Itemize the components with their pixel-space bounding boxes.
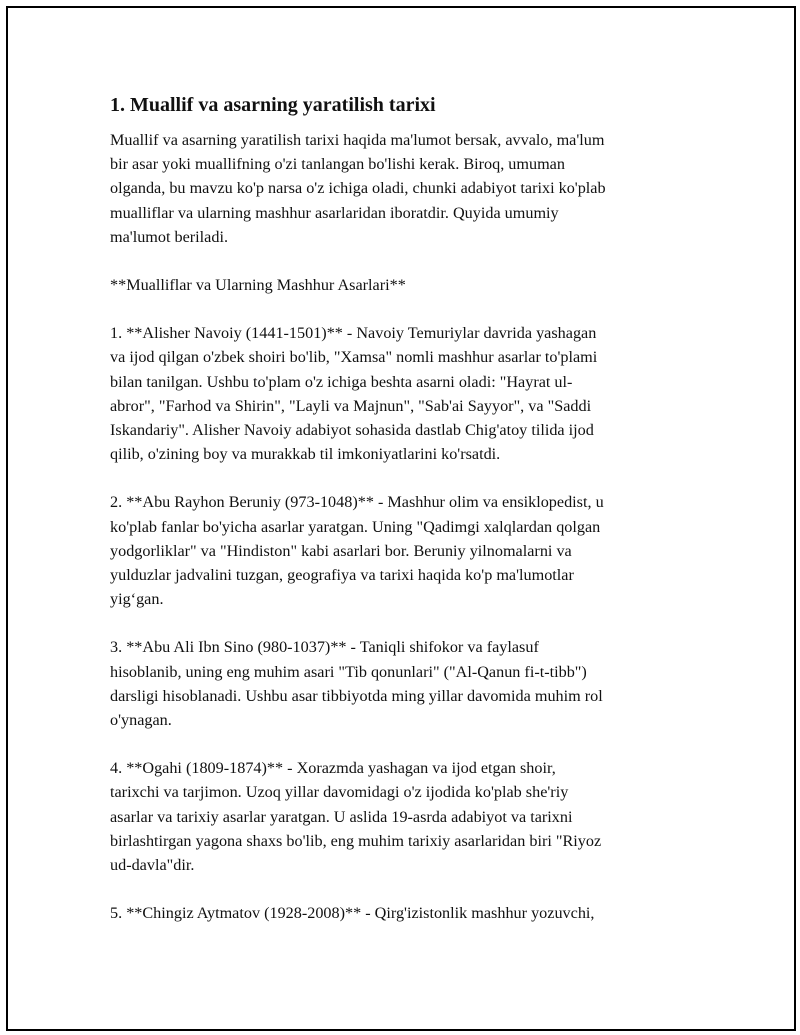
intro-paragraph: Muallif va asarning yaratilish tarixi haqida ma'lumot bersak, avvalo, ma'lum bir asar yoki muallifning o'zi tanlangan bo'lishi kerak. Biroq, umuman olganda, bu mavzu ko'p narsa o'z ichiga oladi, chunki adabiyot tarixi ko'plab mualliflar va ularning mashhur asarlaridan iboratdir. Quyida umumiy ma'lumot beriladi. <box>110 131 606 246</box>
document-body <box>110 90 685 949</box>
section-heading: 1. Muallif va asarning yaratilish tarixi <box>110 94 436 116</box>
author-item-ogahi: 4. **Ogahi (1809-1874)** - Xorazmda yashagan va ijod etgan shoir, tarixchi va tarjimon. Uzoq yillar davomidagi o'z ijodida ko'plab she'riy asarlar va tarixiy asarlar yaratgan. U aslida 19-asrda adabiyot va tarixni birlashtirgan yagona shaxs bo'lib, eng muhim tarixiy asarlaridan biri "Riyoz ud-davla"dir. <box>110 759 602 875</box>
author-item-beruniy: 2. **Abu Rayhon Beruniy (973-1048)** - Mashhur olim va ensiklopedist, u ko'plab fanlar bo'yicha asarlar yaratgan. Uning "Qadimgi xalqlardan qolgan yodgorliklar" va "Hindiston" kabi asarlari bor. Beruniy yilnomalarni va yulduzlar jadvalini tuzgan, geografiya va tarixi haqida ko'p ma'lumotlar yig‘gan. <box>110 493 604 609</box>
list-title-paragraph: **Mualliflar va Ularning Mashhur Asarlari** <box>110 276 406 295</box>
author-item-aytmatov: 5. **Chingiz Aytmatov (1928-2008)** - Qirg'izistonlik mashhur yozuvchi, <box>110 904 595 923</box>
author-item-navoiy: 1. **Alisher Navoiy (1441-1501)** - Navoiy Temuriylar davrida yashagan va ijod qilgan o'zbek shoiri bo'lib, "Xamsa" nomli mashhur asarlar to'plami bilan tanilgan. Ushbu to'plam o'z ichiga beshta asarni oladi: "Hayrat ul- abror", "Farhod va Shirin", "Layli va Majnun", "Sab'ai Sayyor", va "Saddi Iskandariy". Alisher Navoiy adabiyot sohasida dastlab Chig'atoy tilida ijod qilib, o'zining boy va murakkab til imkoniyatlarini ko'rsatdi. <box>110 324 598 464</box>
author-item-ibn-sino: 3. **Abu Ali Ibn Sino (980-1037)** - Taniqli shifokor va faylasuf hisoblanib, uning eng muhim asari "Tib qonunlari" ("Al-Qanun fi-t-tibb") darsligi hisoblanadi. Ushbu asar tibbiyotda ming yillar davomida muhim rol o'ynagan. <box>110 638 603 730</box>
